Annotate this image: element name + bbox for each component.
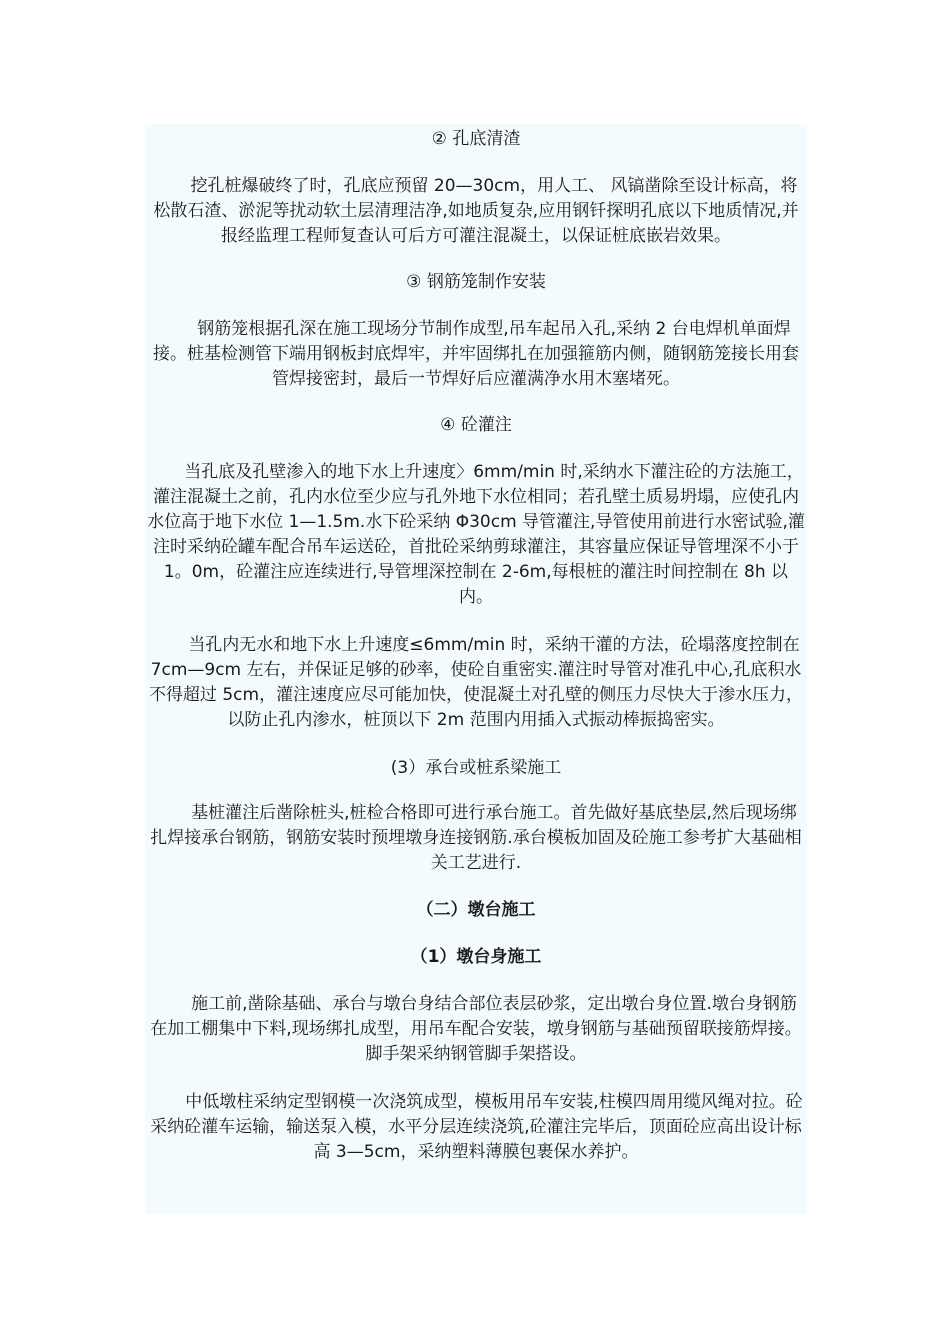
paragraph-text: 当孔底及孔壁渗入的地下水上升速度〉6mm/min 时,采纳水下灌注砼的方法施工，灌注混凝土之前，孔内水位至少应与孔外地下水位相同；若孔壁土质易坍塌，应使孔内水位高于地下水位 1—1.5m.水下砼采纳 Φ30cm 导管灌注,导管使用前进行水密试验,灌注时采纳砼罐车配合吊车运送砼，首批砼采纳剪球灌注，其容量应保证导管埋深不小于 1。0m，砼灌注应连续进行,导管埋深控制在 2-6m,每根桩的灌注时间控制在 8h 以内。 (147, 462, 805, 607)
heading-rebar-cage: ③ 钢筋笼制作安装 (406, 272, 546, 292)
document-body (145, 124, 807, 1214)
heading-pier-body: （1）墩台身施工 (410, 947, 542, 967)
paragraph-text: 施工前,凿除基础、承台与墩台身结合部位表层砂浆，定出墩台身位置.墩台身钢筋在加工棚集中下料,现场绑扎成型，用吊车配合安装，墩身钢筋与基础预留联接筋焊接。脚手架采纳钢管脚手架搭设。 (150, 994, 802, 1064)
paragraph-rebar-cage (147, 317, 805, 392)
heading-pier-construction: （二）墩台施工 (416, 900, 536, 920)
paragraph-dry-pouring (147, 633, 805, 733)
paragraph-text: 当孔内无水和地下水上升速度≤6mm/min 时，采纳干灌的方法，砼塌落度控制在 7cm—9cm 左右，并保证足够的砂率，使砼自重密实.灌注时导管对准孔中心,孔底积水不得超过 5cm，灌注速度应尽可能加快，使混凝土对孔壁的侧压力尽快大于渗水压力，以防止孔内渗水，桩顶以下 2m 范围内用插入式振动棒振捣密实。 (148, 635, 804, 730)
paragraph-hole-bottom-cleaning (147, 174, 805, 249)
heading-pile-cap: (3）承台或桩系梁施工 (390, 758, 562, 778)
paragraph-underwater-pouring (147, 460, 805, 610)
heading-hole-bottom-cleaning: ② 孔底清渣 (431, 129, 521, 149)
heading-concrete-pouring: ④ 砼灌注 (440, 415, 512, 435)
paragraph-pier-formwork (147, 1090, 805, 1165)
paragraph-text: 挖孔桩爆破终了时，孔底应预留 20—30cm，用人工、 风镐凿除至设计标高，将松散石渣、淤泥等扰动软土层清理洁净,如地质复杂,应用钢钎探明孔底以下地质情况,并报经监理工程师复查认可后方可灌注混凝土，以保证桩底嵌岩效果。 (153, 176, 799, 246)
paragraph-text: 钢筋笼根据孔深在施工现场分节制作成型,吊车起吊入孔,采纳 2 台电焊机单面焊接。桩基检测管下端用钢板封底焊牢，并牢固绑扎在加强箍筋内侧，随钢筋笼接长用套管焊接密封，最后一节焊好后应灌满净水用木塞堵死。 (153, 319, 799, 389)
paragraph-text: 中低墩柱采纳定型钢模一次浇筑成型，模板用吊车安装,柱模四周用缆风绳对拉。砼采纳砼灌车运输，输送泵入模，水平分层连续浇筑,砼灌注完毕后，顶面砼应高出设计标高 3—5cm，采纳塑料薄膜包裹保水养护。 (150, 1092, 803, 1162)
paragraph-pile-cap (147, 801, 805, 876)
paragraph-text: 基桩灌注后凿除桩头,桩检合格即可进行承台施工。首先做好基底垫层,然后现场绑扎焊接承台钢筋，钢筋安装时预埋墩身连接钢筋.承台模板加固及砼施工参考扩大基础相关工艺进行. (150, 803, 802, 873)
paragraph-pier-body (147, 992, 805, 1067)
